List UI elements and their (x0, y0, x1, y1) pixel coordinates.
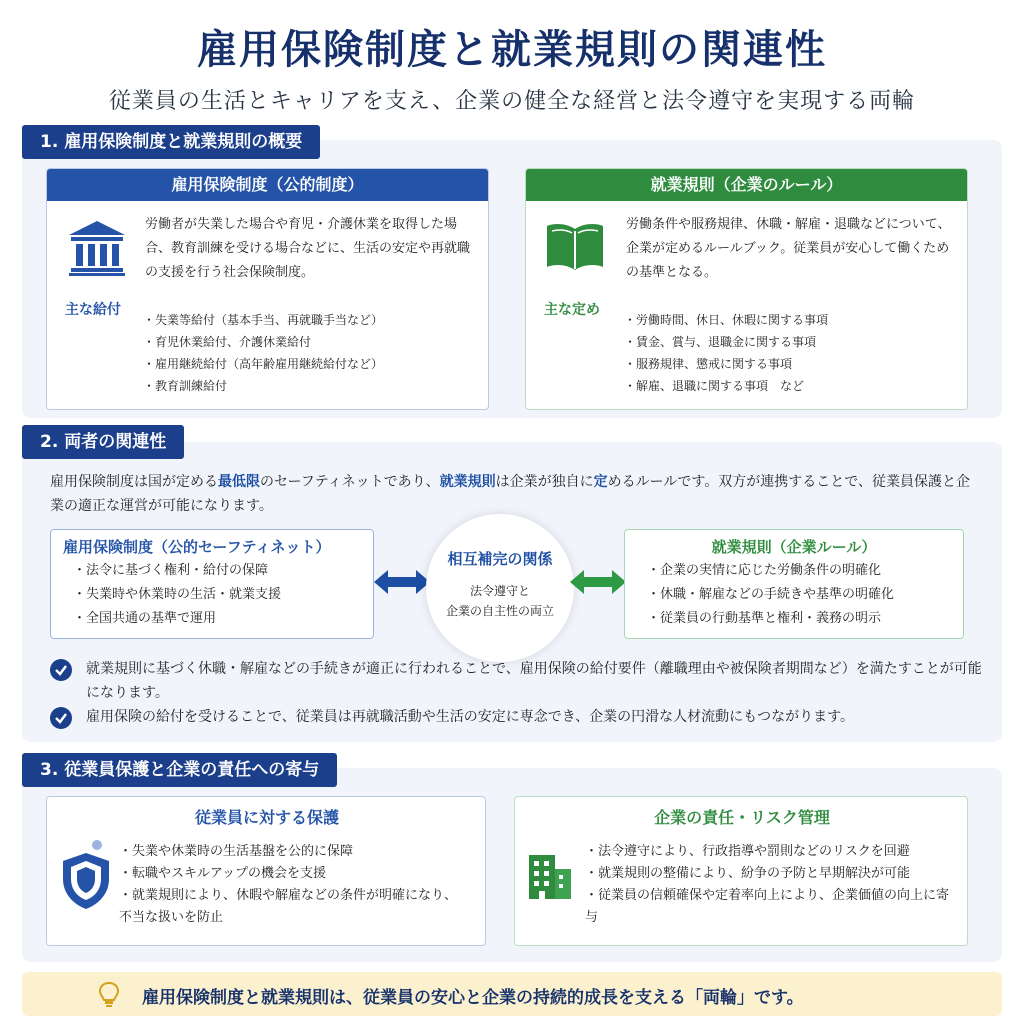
list-item: ・ 失業時や休業時の生活・就業支援 (73, 583, 373, 607)
mutual-complement-title: 相互補完の関係 (447, 550, 553, 568)
rules-list (624, 309, 828, 397)
main-benefits-label: 主な給付 (65, 302, 121, 318)
section3-label: 3. 従業員保護と企業の責任への寄与 (22, 753, 337, 787)
list-item: ・ 法令に基づく権利・給付の保障 (73, 559, 373, 583)
company-rules-list (625, 559, 963, 631)
work-rules-desc: 労働条件や服務規律、休職・解雇・退職などについて、企業が定めるルールブック。従業員が安心して働くための基準となる。 (626, 217, 951, 280)
employment-insurance-card-header: 雇用保険制度（公的制度） (47, 169, 488, 201)
summary-bar (22, 972, 1002, 1016)
open-book-icon (544, 221, 606, 277)
employee-protection-title: 従業員に対する保護 (194, 808, 339, 827)
public-safety-net-list (51, 559, 373, 631)
list-item: ・ 休職・解雇などの手続きや基準の明確化 (647, 583, 963, 607)
corporate-responsibility-title: 企業の責任・リスク管理 (654, 808, 830, 827)
list-item: ・ 従業員の行動基準と権利・義務の明示 (647, 607, 963, 631)
list-item: ・ 転職やスキルアップの機会を支援 (119, 863, 469, 885)
work-rules-card-header: 就業規則（企業のルール） (526, 169, 967, 201)
public-safety-net-title: 雇用保険制度（公的セーフティネット） (63, 538, 331, 556)
check-circle-icon (50, 659, 72, 685)
list-item: ・ 賃金、賞与、退職金に関する事項 (624, 331, 828, 353)
check-row-1 (50, 657, 990, 707)
employee-protection-list (119, 841, 469, 929)
double-arrow-left-icon (374, 570, 430, 598)
double-arrow-right-icon (570, 570, 626, 598)
list-item: ・ 失業等給付（基本手当、再就職手当など） (143, 309, 383, 331)
list-item: ・ 育児休業給付、介護休業給付 (143, 331, 383, 353)
employee-protection-card (46, 796, 486, 946)
main-rules-label: 主な定め (544, 302, 600, 318)
check-row-2 (50, 705, 990, 731)
employment-insurance-desc: 労働者が失業した場合や育児・介護休業を取得した場合、教育訓練を受ける場合などに、生活の安定や再就職の支援を行う社会保険制度。 (145, 217, 471, 280)
list-item: ・ 失業や休業時の生活基盤を公的に保障 (119, 841, 469, 863)
bank-building-icon (67, 219, 127, 281)
shield-icon (57, 837, 115, 915)
section2-label: 2. 両者の関連性 (22, 425, 184, 459)
list-item: ・ 教育訓練給付 (143, 375, 383, 397)
mutual-complement-circle (426, 514, 574, 662)
benefits-list (143, 309, 383, 397)
work-rules-card (525, 168, 968, 410)
summary-text: 雇用保険制度と就業規則は、従業員の安心と企業の持続的成長を支える「両輪」です。 (142, 988, 804, 1008)
highlight-minimum: 最低限 (218, 474, 260, 490)
list-item: ・ 雇用継続給付（高年齢雇用継続給付など） (143, 353, 383, 375)
highlight-work-rules: 就業規則 (439, 474, 496, 490)
office-building-icon (527, 853, 573, 903)
public-safety-net-box (50, 529, 374, 639)
corporate-responsibility-card (514, 796, 968, 946)
check-text-2: 雇用保険の給付を受けることで、従業員は再就職活動や生活の安定に専念でき、企業の円滑な人材流動にもつながります。 (86, 709, 855, 725)
check-text-1: 就業規則に基づく休職・解雇などの手続きが適正に行われることで、雇用保険の給付要件（離職理由や被保険者期間など）を満たすことが可能になります。 (86, 661, 982, 701)
list-item: ・ 就業規則の整備により、紛争の予防と早期解決が可能 (585, 863, 955, 885)
employment-insurance-card (46, 168, 489, 410)
lightbulb-icon (96, 980, 122, 1013)
corporate-responsibility-list (585, 841, 955, 929)
list-item: ・ 解雇、退職に関する事項 など (624, 375, 828, 397)
check-circle-icon (50, 707, 72, 733)
list-item: ・ 全国共通の基準で運用 (73, 607, 373, 631)
section1-label: 1. 雇用保険制度と就業規則の概要 (22, 125, 320, 159)
company-rules-box (624, 529, 964, 639)
list-item: ・ 企業の実情に応じた労働条件の明確化 (647, 559, 963, 583)
list-item: ・ 法令遵守により、行政指導や罰則などのリスクを回避 (585, 841, 955, 863)
page-subtitle: 従業員の生活とキャリアを支え、企業の健全な経営と法令遵守を実現する両輪 (108, 89, 916, 114)
relationship-intro: 雇用保険制度は国が定める最低限のセーフティネットであり、就業規則は企業が独自に定めるルールです。双方が連携することで、従業員保護と企業の適正な運営が可能になります。 (50, 474, 970, 514)
list-item: ・ 従業員の信頼確保や定着率向上により、企業価値の向上に寄与 (585, 885, 955, 929)
list-item: ・ 服務規律、懲戒に関する事項 (624, 353, 828, 375)
company-rules-title: 就業規則（企業ルール） (711, 538, 877, 556)
page-title: 雇用保険制度と就業規則の関連性 (197, 27, 827, 73)
list-item: ・ 労働時間、休日、休暇に関する事項 (624, 309, 828, 331)
highlight-define: 定 (593, 474, 608, 490)
mutual-complement-body: 法令遵守と 企業の自主性の両立 (445, 584, 554, 618)
list-item: ・ 就業規則により、休暇や解雇などの条件が明確になり、不当な扱いを防止 (119, 885, 469, 929)
